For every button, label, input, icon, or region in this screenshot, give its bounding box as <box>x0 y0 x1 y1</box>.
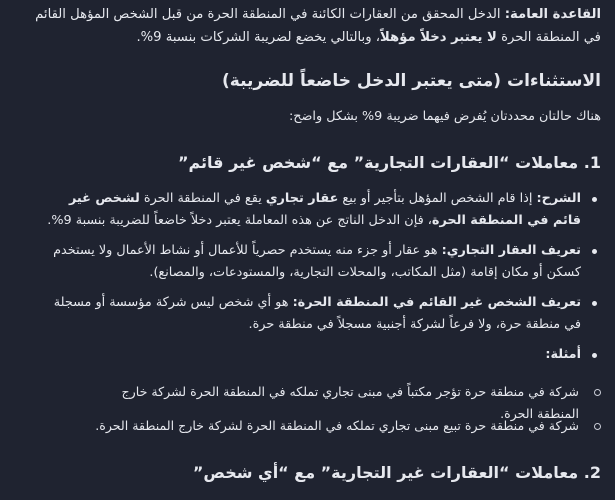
list-item <box>41 344 601 366</box>
explanation-bold-b: لشخص غير قائم في المنطقة الحرة <box>68 191 581 228</box>
circle-bullet-icon <box>594 423 601 430</box>
explanation-text-c: ، فإن الدخل الناتج عن هذه المعاملة يعتبر دخلاً خاضعاً للضريبة بنسبة 9%. <box>47 213 432 228</box>
commercial-property-definition <box>41 240 601 284</box>
definition-text: هو عقار أو جزء منه يستخدم حصرياً للأعمال أو نشاط الأعمال ولا يستخدم كسكن أو مكان إقامة (مثل المكاتب، والمحلات التجارية، والمستودعات، والمصانع). <box>53 243 581 280</box>
definition-label: تعريف العقار التجاري: <box>441 243 581 258</box>
list-item <box>41 292 601 336</box>
general-rule-label: القاعدة العامة: <box>504 7 601 22</box>
exceptions-heading: الاستثناءات (متى يعتبر الدخل خاضعاً للضريبة) <box>221 71 601 91</box>
explanation-text-a: إذا قام الشخص المؤهل بتأجير أو بيع <box>338 191 537 206</box>
general-rule-paragraph <box>14 3 601 49</box>
explanation-bold-a: عقار تجاري <box>265 191 339 206</box>
examples-label: أمثلة: <box>545 347 581 362</box>
explanation-text-b: يقع في المنطقة الحرة <box>139 191 266 206</box>
list-item <box>81 415 601 437</box>
general-rule-bold: لا يعتبر دخلاً مؤهلاً <box>380 30 497 45</box>
section1-heading: 1. معاملات “العقارات التجارية” مع “شخص غير قائم” <box>177 153 601 172</box>
bullet-icon <box>592 197 597 202</box>
exceptions-lead: هناك حالتان محددتان يُفرض فيهما ضريبة 9% بشكل واضح: <box>288 109 601 124</box>
bullet-icon <box>592 353 597 358</box>
bullet-icon <box>592 301 597 306</box>
example-2 <box>81 415 601 437</box>
circle-bullet-icon <box>594 389 601 396</box>
list-item <box>41 188 601 232</box>
explanation-item <box>41 188 601 232</box>
bullet-icon <box>592 249 597 254</box>
general-rule-rest: ، وبالتالي يخضع لضريبة الشركات بنسبة 9%. <box>136 30 381 45</box>
example-text: شركة في منطقة حرة تؤجر مكتباً في مبنى تجاري تملكه في المنطقة الحرة لشركة خارج المنطقة الحرة. <box>121 384 579 421</box>
explanation-label: الشرح: <box>536 191 581 206</box>
list-item <box>41 240 601 284</box>
general-rule-text: الدخل المحقق من العقارات الكائنة في المنطقة الحرة من قبل الشخص المؤهل القائم في المنطقة الحرة <box>35 7 601 45</box>
section2-heading: 2. معاملات “العقارات غير التجارية” مع “أي شخص” <box>192 463 601 482</box>
definition-text: هو أي شخص ليس شركة مؤسسة أو مسجلة في منطقة حرة، ولا فرعاً لشركة أجنبية مسجلاً في منطقة حرة. <box>53 295 581 332</box>
example-text: شركة في منطقة حرة تبيع مبنى تجاري تملكه في المنطقة الحرة لشركة خارج المنطقة الحرة. <box>95 418 579 433</box>
non-resident-definition <box>41 292 601 336</box>
definition-label: تعريف الشخص غير القائم في المنطقة الحرة: <box>292 295 581 310</box>
examples-item <box>41 344 601 366</box>
